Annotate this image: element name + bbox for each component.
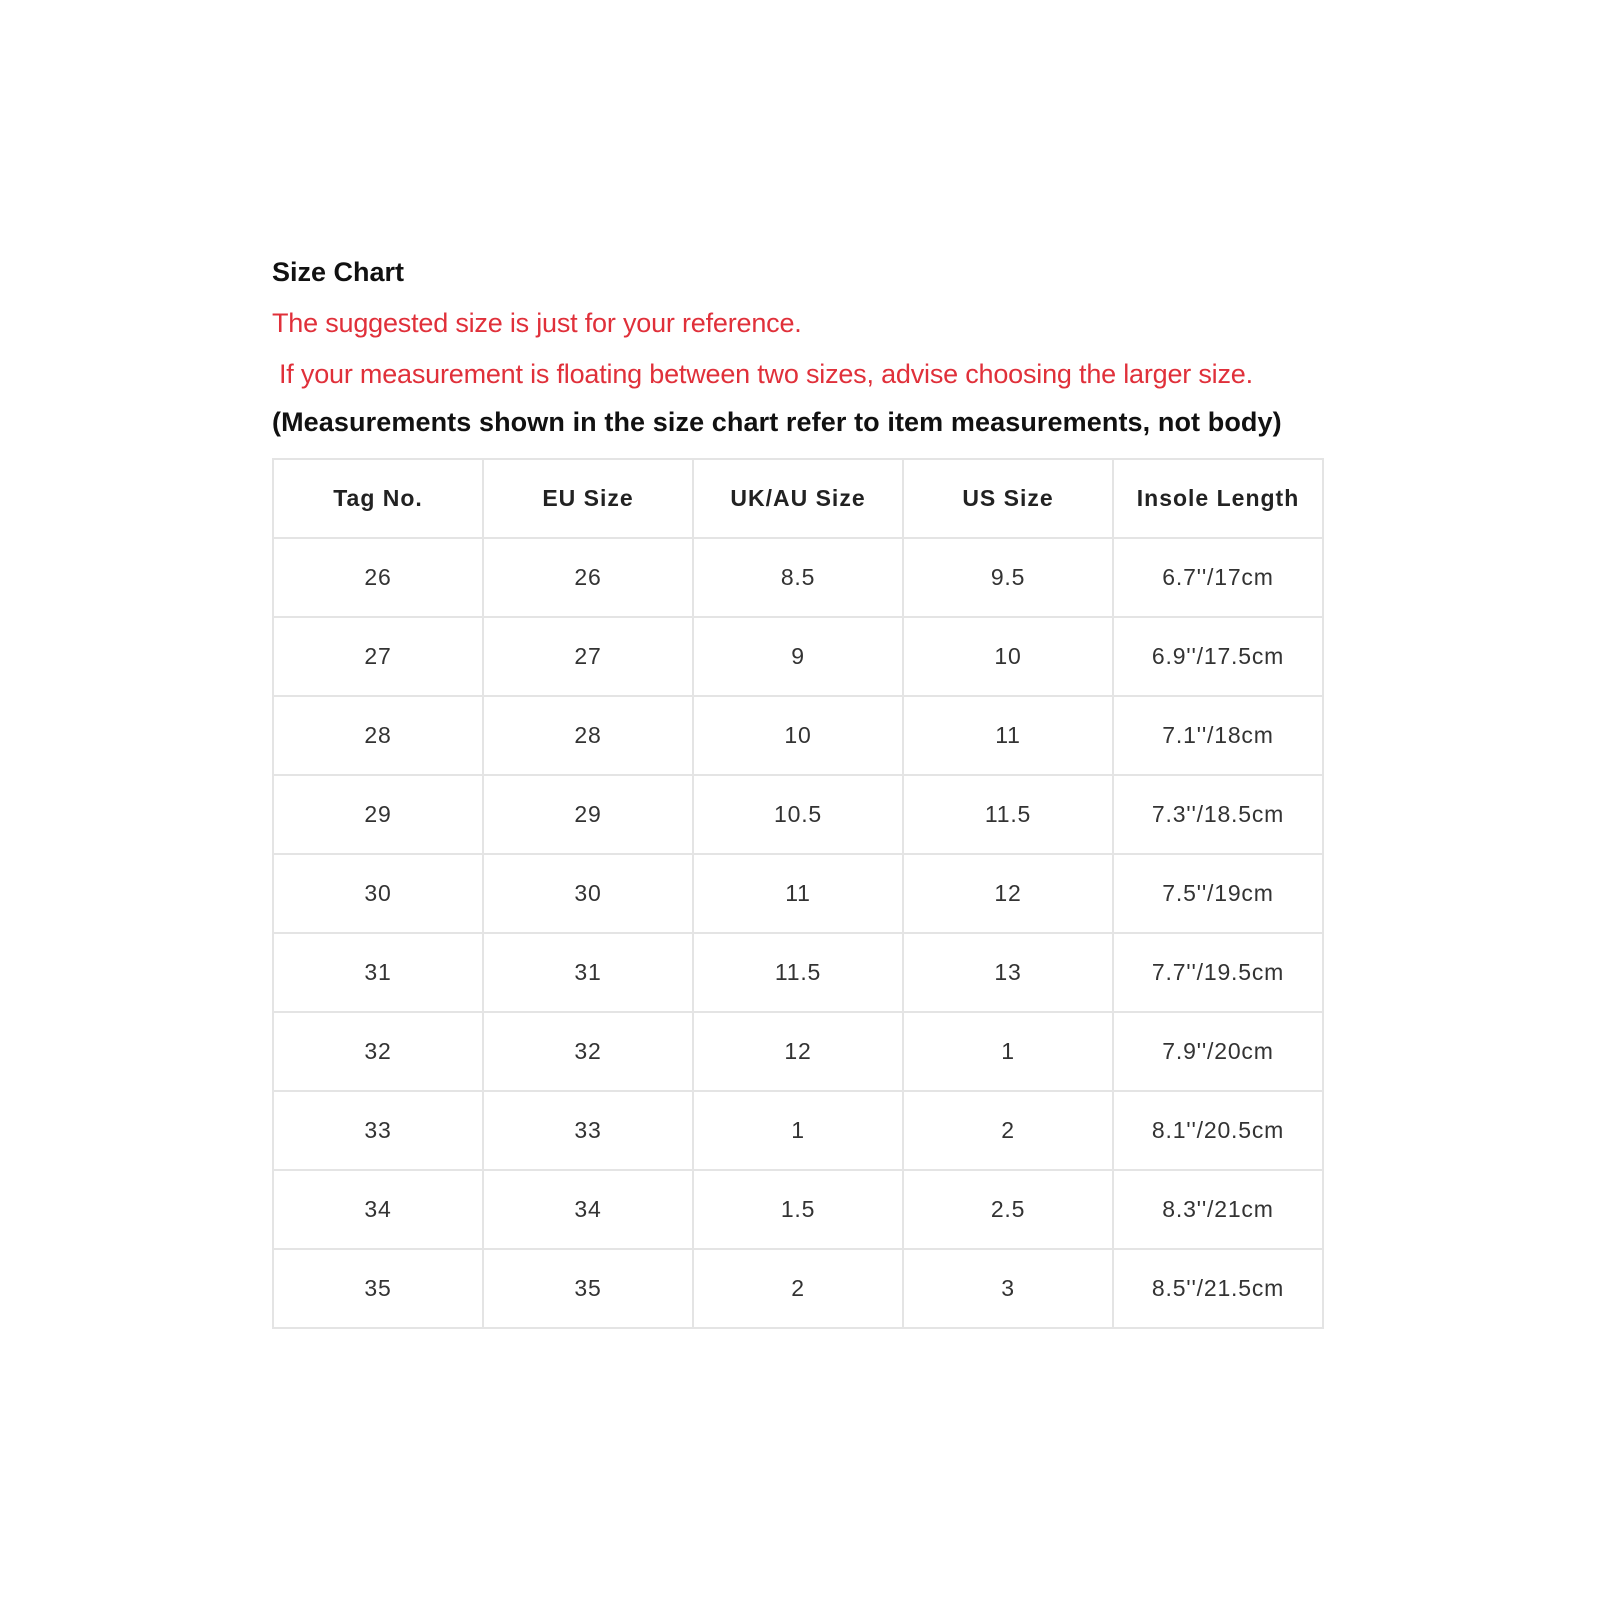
cell-us-size: 1 bbox=[903, 1012, 1113, 1091]
cell-uk-au-size: 1.5 bbox=[693, 1170, 903, 1249]
page-title: Size Chart bbox=[272, 257, 405, 287]
cell-tag-no: 29 bbox=[273, 775, 483, 854]
cell-eu-size: 32 bbox=[483, 1012, 693, 1091]
cell-us-size: 11 bbox=[903, 696, 1113, 775]
cell-uk-au-size: 1 bbox=[693, 1091, 903, 1170]
cell-tag-no: 33 bbox=[273, 1091, 483, 1170]
cell-insole-length: 7.5''/19cm bbox=[1113, 854, 1323, 933]
table-row bbox=[273, 1091, 1323, 1170]
cell-insole-length: 8.3''/21cm bbox=[1113, 1170, 1323, 1249]
cell-us-size: 3 bbox=[903, 1249, 1113, 1328]
cell-insole-length: 7.9''/20cm bbox=[1113, 1012, 1323, 1091]
cell-insole-length: 8.1''/20.5cm bbox=[1113, 1091, 1323, 1170]
cell-us-size: 11.5 bbox=[903, 775, 1113, 854]
header-row bbox=[273, 459, 1323, 538]
cell-us-size: 10 bbox=[903, 617, 1113, 696]
table-row bbox=[273, 617, 1323, 696]
cell-eu-size: 34 bbox=[483, 1170, 693, 1249]
cell-us-size: 2 bbox=[903, 1091, 1113, 1170]
cell-tag-no: 35 bbox=[273, 1249, 483, 1328]
cell-eu-size: 26 bbox=[483, 538, 693, 617]
sizing-advice-note: If your measurement is floating between two sizes, advise choosing the larger size. bbox=[279, 359, 1253, 389]
size-chart-header bbox=[272, 254, 1332, 440]
cell-uk-au-size: 11.5 bbox=[693, 933, 903, 1012]
cell-eu-size: 33 bbox=[483, 1091, 693, 1170]
cell-tag-no: 34 bbox=[273, 1170, 483, 1249]
cell-uk-au-size: 11 bbox=[693, 854, 903, 933]
cell-tag-no: 26 bbox=[273, 538, 483, 617]
cell-insole-length: 6.7''/17cm bbox=[1113, 538, 1323, 617]
table-body bbox=[273, 538, 1323, 1328]
cell-tag-no: 32 bbox=[273, 1012, 483, 1091]
header-uk-au-size: UK/AU Size bbox=[693, 459, 903, 538]
table-row bbox=[273, 933, 1323, 1012]
cell-uk-au-size: 10 bbox=[693, 696, 903, 775]
cell-tag-no: 30 bbox=[273, 854, 483, 933]
cell-insole-length: 6.9''/17.5cm bbox=[1113, 617, 1323, 696]
cell-insole-length: 8.5''/21.5cm bbox=[1113, 1249, 1323, 1328]
cell-eu-size: 29 bbox=[483, 775, 693, 854]
cell-eu-size: 31 bbox=[483, 933, 693, 1012]
cell-eu-size: 35 bbox=[483, 1249, 693, 1328]
table-row bbox=[273, 696, 1323, 775]
cell-uk-au-size: 2 bbox=[693, 1249, 903, 1328]
table-row bbox=[273, 1170, 1323, 1249]
cell-us-size: 13 bbox=[903, 933, 1113, 1012]
cell-tag-no: 27 bbox=[273, 617, 483, 696]
cell-insole-length: 7.7''/19.5cm bbox=[1113, 933, 1323, 1012]
table-row bbox=[273, 1249, 1323, 1328]
cell-uk-au-size: 8.5 bbox=[693, 538, 903, 617]
table-header bbox=[273, 459, 1323, 538]
cell-eu-size: 28 bbox=[483, 696, 693, 775]
cell-tag-no: 28 bbox=[273, 696, 483, 775]
cell-uk-au-size: 10.5 bbox=[693, 775, 903, 854]
size-table bbox=[272, 458, 1324, 1329]
cell-insole-length: 7.1''/18cm bbox=[1113, 696, 1323, 775]
table-row bbox=[273, 1012, 1323, 1091]
table-row bbox=[273, 775, 1323, 854]
table-row bbox=[273, 538, 1323, 617]
cell-us-size: 9.5 bbox=[903, 538, 1113, 617]
cell-us-size: 2.5 bbox=[903, 1170, 1113, 1249]
header-eu-size: EU Size bbox=[483, 459, 693, 538]
cell-insole-length: 7.3''/18.5cm bbox=[1113, 775, 1323, 854]
cell-uk-au-size: 9 bbox=[693, 617, 903, 696]
table-row bbox=[273, 854, 1323, 933]
header-us-size: US Size bbox=[903, 459, 1113, 538]
reference-note: The suggested size is just for your reference. bbox=[272, 308, 802, 338]
measurement-disclaimer: (Measurements shown in the size chart refer to item measurements, not body) bbox=[272, 407, 1282, 437]
cell-us-size: 12 bbox=[903, 854, 1113, 933]
cell-uk-au-size: 12 bbox=[693, 1012, 903, 1091]
header-tag-no: Tag No. bbox=[273, 459, 483, 538]
cell-eu-size: 27 bbox=[483, 617, 693, 696]
cell-eu-size: 30 bbox=[483, 854, 693, 933]
cell-tag-no: 31 bbox=[273, 933, 483, 1012]
header-insole-length: Insole Length bbox=[1113, 459, 1323, 538]
